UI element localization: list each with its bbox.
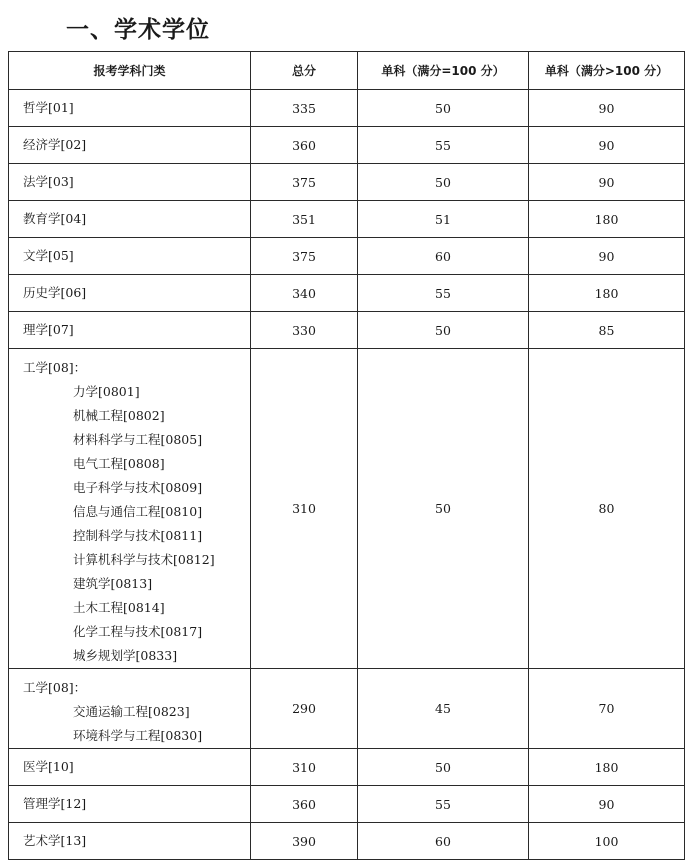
sub-discipline-item: 城乡规划学[0833] [73, 648, 178, 663]
subject-cell [9, 669, 251, 749]
sub-discipline-item: 计算机科学与技术[0812] [73, 552, 215, 567]
subject-label: 理学[07] [23, 322, 74, 337]
total-score-cell: 375 [251, 238, 358, 275]
total-score-cell: 310 [251, 749, 358, 786]
single-100-cell: 51 [358, 201, 529, 238]
single-over-100-cell: 80 [529, 349, 685, 669]
sub-discipline-item: 信息与通信工程[0810] [73, 504, 203, 519]
subject-cell [9, 164, 251, 201]
single-over-100-cell: 180 [529, 275, 685, 312]
total-score-cell: 330 [251, 312, 358, 349]
table-row [9, 786, 685, 823]
sub-discipline-item: 力学[0801] [73, 384, 140, 399]
table-row [9, 90, 685, 127]
sub-discipline-item: 化学工程与技术[0817] [73, 624, 203, 639]
table-row [9, 669, 685, 749]
header-total: 总分 [251, 52, 358, 90]
total-score-cell: 351 [251, 201, 358, 238]
sub-discipline-item: 电子科学与技术[0809] [73, 480, 203, 495]
single-100-cell: 45 [358, 669, 529, 749]
table-row [9, 164, 685, 201]
total-score-cell: 310 [251, 349, 358, 669]
single-100-cell: 50 [358, 164, 529, 201]
subject-cell [9, 823, 251, 860]
header-subject: 报考学科门类 [9, 52, 251, 90]
single-over-100-cell: 90 [529, 164, 685, 201]
subject-cell [9, 127, 251, 164]
single-100-cell: 50 [358, 349, 529, 669]
table-body [9, 90, 685, 860]
table-row [9, 823, 685, 860]
single-over-100-cell: 85 [529, 312, 685, 349]
table-row [9, 275, 685, 312]
sub-discipline-item: 土木工程[0814] [73, 600, 165, 615]
sub-discipline-item: 环境科学与工程[0830] [73, 728, 203, 743]
single-over-100-cell: 90 [529, 786, 685, 823]
table-row [9, 749, 685, 786]
single-100-cell: 50 [358, 90, 529, 127]
total-score-cell: 290 [251, 669, 358, 749]
table-row [9, 349, 685, 669]
subject-label: 哲学[01] [23, 100, 74, 115]
sub-discipline-item: 机械工程[0802] [73, 408, 165, 423]
subject-cell [9, 201, 251, 238]
subject-label: 工学[08]： [23, 360, 87, 375]
single-100-cell: 55 [358, 127, 529, 164]
single-over-100-cell: 90 [529, 127, 685, 164]
subject-cell [9, 90, 251, 127]
table-row [9, 312, 685, 349]
sub-discipline-item: 交通运输工程[0823] [73, 704, 190, 719]
subject-label: 教育学[04] [23, 211, 87, 226]
subject-label: 管理学[12] [23, 796, 87, 811]
sub-discipline-list [23, 700, 250, 748]
total-score-cell: 390 [251, 823, 358, 860]
single-over-100-cell: 180 [529, 749, 685, 786]
single-over-100-cell: 100 [529, 823, 685, 860]
single-100-cell: 55 [358, 786, 529, 823]
sub-discipline-item: 建筑学[0813] [73, 576, 153, 591]
header-row [9, 52, 685, 90]
subject-label: 医学[10] [23, 759, 74, 774]
single-over-100-cell: 90 [529, 90, 685, 127]
subject-label: 文学[05] [23, 248, 74, 263]
single-100-cell: 50 [358, 312, 529, 349]
single-100-cell: 60 [358, 238, 529, 275]
subject-label: 经济学[02] [23, 137, 87, 152]
total-score-cell: 360 [251, 127, 358, 164]
table-row [9, 238, 685, 275]
single-over-100-cell: 70 [529, 669, 685, 749]
subject-label: 艺术学[13] [23, 833, 87, 848]
single-100-cell: 60 [358, 823, 529, 860]
single-100-cell: 50 [358, 749, 529, 786]
header-single-over-100: 单科（满分>100 分） [529, 52, 685, 90]
total-score-cell: 375 [251, 164, 358, 201]
subject-label: 历史学[06] [23, 285, 87, 300]
sub-discipline-item: 材料科学与工程[0805] [73, 432, 203, 447]
subject-cell [9, 238, 251, 275]
total-score-cell: 340 [251, 275, 358, 312]
subject-label: 法学[03] [23, 174, 74, 189]
sub-discipline-list [23, 380, 250, 668]
total-score-cell: 360 [251, 786, 358, 823]
subject-cell [9, 275, 251, 312]
single-over-100-cell: 90 [529, 238, 685, 275]
subject-cell [9, 749, 251, 786]
sub-discipline-item: 电气工程[0808] [73, 456, 165, 471]
score-table [8, 51, 685, 860]
subject-cell [9, 349, 251, 669]
single-over-100-cell: 180 [529, 201, 685, 238]
table-row [9, 201, 685, 238]
single-100-cell: 55 [358, 275, 529, 312]
subject-cell [9, 312, 251, 349]
page-title: 一、学术学位 [66, 17, 210, 43]
total-score-cell: 335 [251, 90, 358, 127]
table-row [9, 127, 685, 164]
subject-cell [9, 786, 251, 823]
header-single-100: 单科（满分=100 分） [358, 52, 529, 90]
subject-label: 工学[08]： [23, 680, 87, 695]
sub-discipline-item: 控制科学与技术[0811] [73, 528, 203, 543]
